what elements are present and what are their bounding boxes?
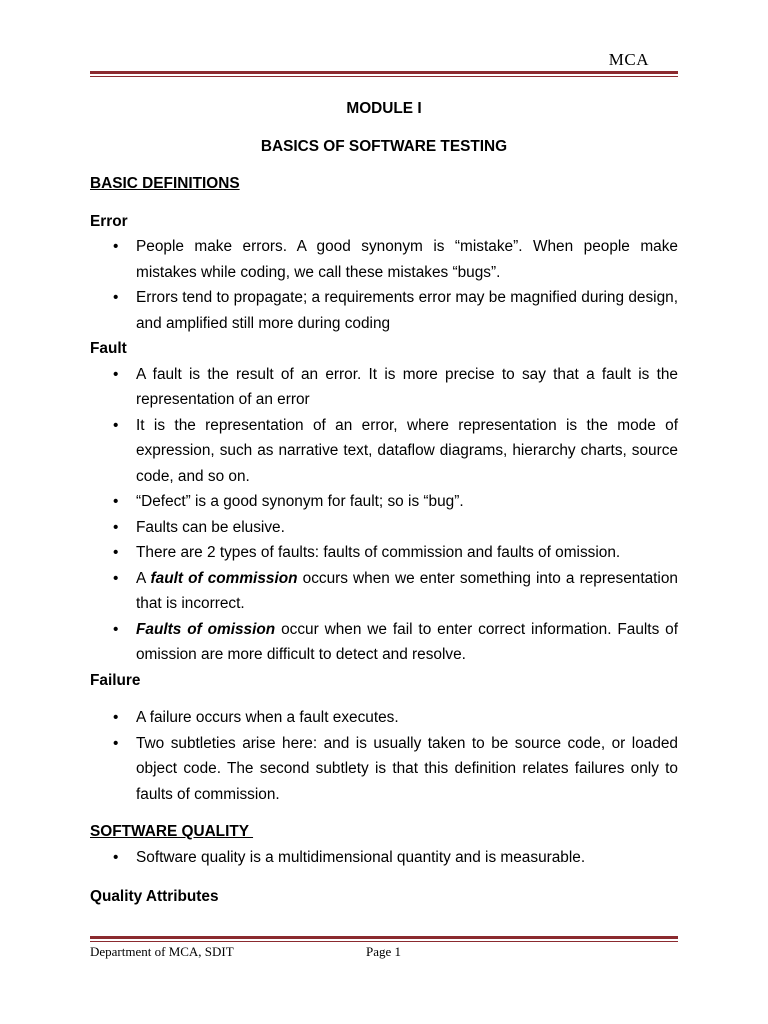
header-rule (90, 71, 678, 77)
list-item-omission (90, 617, 678, 668)
fault-heading: Fault (90, 340, 127, 357)
list-item: • There are 2 types of faults: faults of commission and faults of omission. (90, 540, 678, 566)
list-item: • Software quality is a multidimensional quantity and is measurable. (90, 845, 678, 871)
fault-list (90, 362, 678, 668)
list-item: • Two subtleties arise here: and is usually taken to be source code, or loaded object code. The second subtlety is that this definition relates failures only to faults of commission. (90, 731, 678, 808)
commission-term: fault of commission (150, 569, 298, 587)
failure-list (90, 705, 678, 807)
software-quality-list (90, 845, 678, 871)
footer-page-number: Page 1 (366, 944, 402, 959)
omission-term: Faults of omission (136, 620, 276, 638)
list-item: • “Defect” is a good synonym for fault; so is “bug”. (90, 489, 678, 515)
list-item: • A fault is the result of an error. It is more precise to say that a fault is the representation of an error (90, 362, 678, 413)
footer-department: Department of MCA, SDIT (90, 944, 234, 959)
list-item: • Faults can be elusive. (90, 515, 678, 541)
error-list (90, 234, 678, 336)
error-heading: Error (90, 212, 128, 230)
main-title: BASICS OF SOFTWARE TESTING (260, 137, 508, 155)
page-content (90, 96, 678, 910)
footer-rule (90, 936, 678, 942)
list-item: • A failure occurs when a fault executes. (90, 705, 678, 731)
list-item-commission (90, 566, 678, 617)
list-item: • Errors tend to propagate; a requirements error may be magnified during design, and amplified still more during coding (90, 285, 678, 336)
basic-definitions-heading: BASIC DEFINITIONS (90, 175, 240, 192)
list-item: • People make errors. A good synonym is “mistake”. When people make mistakes while coding, we call these mistakes “bugs”. (90, 234, 678, 285)
failure-heading: Failure (90, 671, 141, 689)
omission-text: occur when we fail to enter correct information. Faults of omission are more difficult to detect and resolve. (136, 620, 678, 663)
header-label: MCA (608, 50, 649, 69)
module-title: MODULE I (346, 100, 422, 117)
software-quality-heading: SOFTWARE QUALITY (90, 823, 254, 840)
commission-prefix: A (136, 569, 151, 587)
list-item: • It is the representation of an error, where representation is the mode of expression, such as narrative text, dataflow diagrams, hierarchy charts, source code, and so on. (90, 413, 678, 490)
commission-text: occurs when we enter something into a representation that is incorrect. (136, 569, 678, 612)
quality-attributes-heading: Quality Attributes (90, 888, 219, 905)
